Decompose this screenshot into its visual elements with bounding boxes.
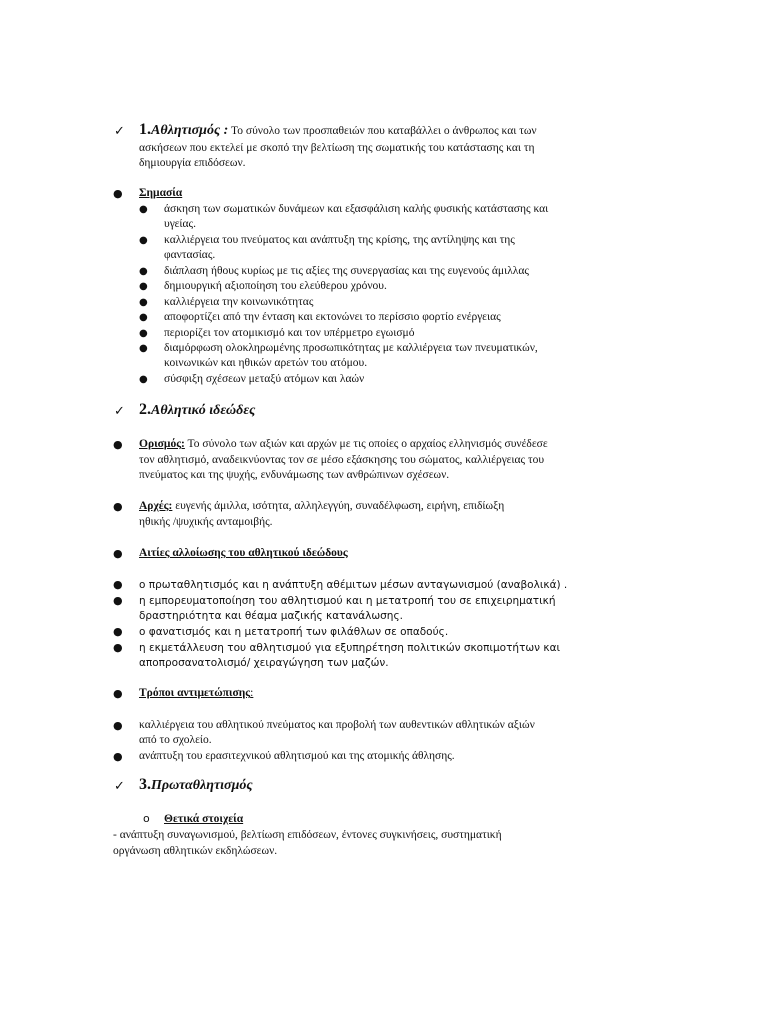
section-1-heading	[139, 122, 699, 139]
checkmark-icon: ✓	[114, 404, 125, 419]
thetika-line-1: - ανάπτυξη συναγωνισμού, βελτίωση επιδόσεων, έντονες συγκινήσεις, συστηματική	[113, 829, 502, 841]
orismos-line-3: πνεύματος και της ψυχής, ενδυνάμωσης των ανθρώπινων σχέσεων.	[139, 469, 450, 481]
bullet-icon: ●	[139, 297, 148, 308]
aities-item-2-line-1: η εμπορευματοποίηση του αθλητισμού και η μετατροπή του σε επιχειρηματική	[139, 595, 556, 607]
section-3-title: Πρωταθλητισμός	[151, 778, 253, 793]
aities-item-4-line-2: αποπροσανατολισμό/ χειραγώγηση των μαζών.	[139, 657, 389, 669]
thetika-heading: Θετικά στοιχεία	[164, 813, 244, 825]
bullet-icon: ●	[139, 374, 148, 385]
bullet-icon: ●	[113, 625, 123, 638]
simasia-heading: Σημασία	[139, 187, 183, 199]
simasia-item-3: διάπλαση ήθους κυρίως με τις αξίες της συνεργασίας και της ευγενούς άμιλλας	[164, 265, 529, 277]
bullet-icon: ●	[139, 312, 148, 323]
tropoi-label: Τρόποι αντιμετώπισης	[139, 687, 251, 699]
checkmark-icon: ✓	[114, 779, 125, 794]
aities-item-4-line-1: η εκμετάλλευση του αθλητισμού για εξυπηρέτηση πολιτικών σκοπιμοτήτων και	[139, 642, 561, 654]
bullet-icon: ●	[113, 438, 123, 451]
tropoi-heading	[139, 686, 253, 701]
circle-bullet-icon: o	[143, 812, 150, 825]
bullet-icon: ●	[139, 235, 148, 246]
tropoi-colon: :	[250, 687, 254, 699]
tropoi-item-1-line-1: καλλιέργεια του αθλητικού πνεύματος και προβολή των αυθεντικών αθλητικών αξιών	[139, 719, 535, 731]
section-3-number: 3.	[139, 776, 151, 793]
bullet-icon: ●	[139, 266, 148, 277]
simasia-item-9: σύσφιξη σχέσεων μεταξύ ατόμων και λαών	[164, 373, 365, 385]
section-1-title: Αθλητισμός :	[151, 123, 229, 138]
bullet-icon: ●	[113, 578, 123, 591]
arxes-line-1: ευγενής άμιλλα, ισότητα, αλληλεγγύη, συναδέλφωση, ειρήνη, επιδίωξη	[172, 500, 505, 512]
bullet-icon: ●	[113, 641, 123, 654]
bullet-icon: ●	[139, 204, 148, 215]
section-2-heading	[139, 402, 255, 419]
tropoi-item-1-line-2: από το σχολείο.	[139, 734, 212, 746]
orismos-paragraph	[139, 437, 699, 452]
simasia-item-5: καλλιέργεια την κοινωνικότητας	[164, 296, 314, 308]
bullet-icon: ●	[113, 594, 123, 607]
simasia-item-8-line-2: κοινωνικών και ηθικών αρετών του ατόμου.	[164, 357, 368, 369]
bullet-icon: ●	[139, 281, 148, 292]
simasia-item-1-line-2: υγείας.	[164, 218, 196, 230]
checkmark-icon: ✓	[114, 124, 125, 139]
orismos-label: Ορισμός:	[139, 438, 185, 450]
section-1-definition-line-2: ασκήσεων που εκτελεί με σκοπό την βελτίωση της σωματικής του κατάστασης και τη	[139, 142, 535, 154]
orismos-line-1: Το σύνολο των αξιών και αρχών με τις οποίες ο αρχαίος ελληνισμός συνέδεσε	[184, 438, 548, 450]
aities-heading: Αιτίες αλλοίωσης του αθλητικού ιδεώδους	[139, 547, 348, 559]
arxes-paragraph	[139, 499, 699, 514]
arxes-label: Αρχές:	[139, 500, 173, 512]
arxes-line-2: ηθικής /ψυχικής ανταμοιβής.	[139, 516, 273, 528]
simasia-item-7: περιορίζει τον ατομικισμό και τον υπέρμετρο εγωισμό	[164, 327, 415, 339]
tropoi-item-2: ανάπτυξη του ερασιτεχνικού αθλητισμού και της ατομικής άθλησης.	[139, 750, 455, 762]
bullet-icon: ●	[139, 328, 148, 339]
bullet-icon: ●	[113, 719, 123, 732]
simasia-item-2-line-2: φαντασίας.	[164, 249, 216, 261]
section-1-definition-line-3: δημιουργία επιδόσεων.	[139, 157, 246, 169]
bullet-icon: ●	[113, 187, 123, 200]
aities-item-2-line-2: δραστηριότητα και θέαμα μαζικής κατανάλωσης.	[139, 610, 403, 622]
bullet-icon: ●	[139, 343, 148, 354]
simasia-item-4: δημιουργική αξιοποίηση του ελεύθερου χρόνου.	[164, 280, 387, 292]
simasia-item-8-line-1: διαμόρφωση ολοκληρωμένης προσωπικότητας με καλλιέργεια των πνευματικών,	[164, 342, 538, 354]
aities-item-1: ο πρωταθλητισμός και η ανάπτυξη αθέμιτων μέσων ανταγωνισμού (αναβολικά) .	[139, 579, 568, 591]
simasia-item-6: αποφορτίζει από την ένταση και εκτονώνει το περίσσιο φορτίο ενέργειας	[164, 311, 501, 323]
bullet-icon: ●	[113, 687, 123, 700]
bullet-icon: ●	[113, 547, 123, 560]
section-1-definition-line-1: Το σύνολο των προσπαθειών που καταβάλλει ο άνθρωπος και των	[231, 125, 537, 137]
section-2-title: Αθλητικό ιδεώδες	[151, 403, 256, 418]
bullet-icon: ●	[113, 750, 123, 763]
section-3-heading	[139, 777, 253, 794]
section-1-number: 1.	[139, 121, 151, 138]
simasia-item-2-line-1: καλλιέργεια του πνεύματος και ανάπτυξη της κρίσης, της αντίληψης και της	[164, 234, 515, 246]
aities-item-3: ο φανατισμός και η μετατροπή των φιλάθλων σε οπαδούς.	[139, 626, 449, 638]
orismos-line-2: τον αθλητισμό, αναδεικνύοντας τον σε μέσο εξάσκησης του σώματος, καλλιέργειας του	[139, 454, 545, 466]
thetika-line-2: οργάνωση αθλητικών εκδηλώσεων.	[113, 845, 278, 857]
section-2-number: 2.	[139, 401, 151, 418]
simasia-item-1-line-1: άσκηση των σωματικών δυνάμεων και εξασφάλιση καλής φυσικής κατάστασης και	[164, 203, 549, 215]
bullet-icon: ●	[113, 500, 123, 513]
